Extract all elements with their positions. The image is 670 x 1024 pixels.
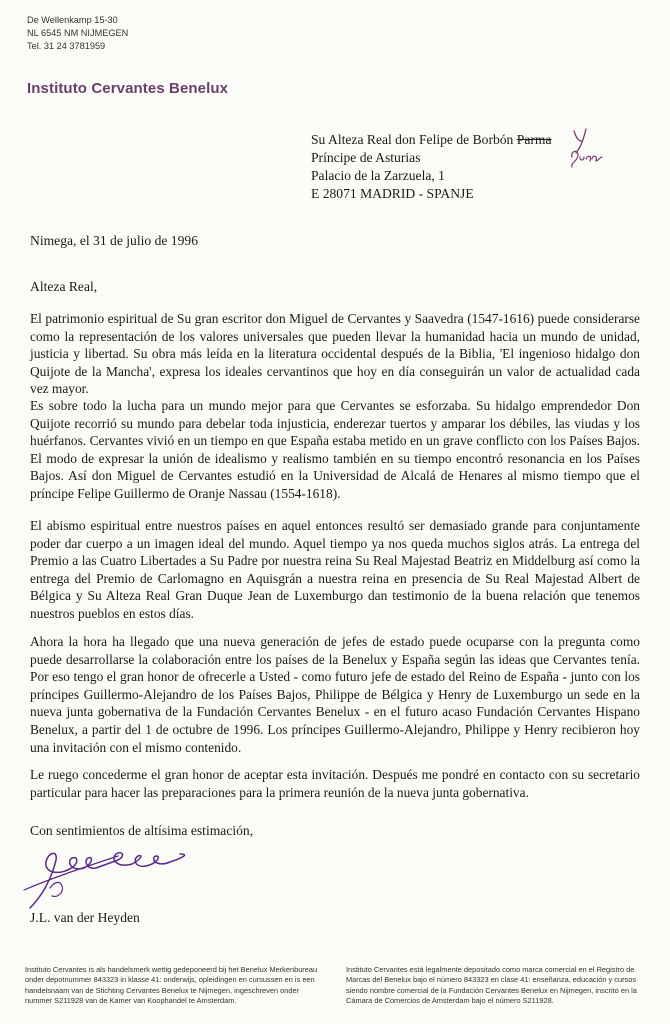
closing: Con sentimientos de altísima estimación, <box>30 823 254 838</box>
sender-phone: Tel. 31 24 3781959 <box>27 41 106 51</box>
body-paragraph-5: Le ruego concederme el gran honor de aceptar esta invitación. Después me pondré en contacto con su secretario particular para hacer las preparaciones para la primera reunión de la nueva junta gobernativa. <box>30 767 640 800</box>
recipient-line-4: E 28071 MADRID - SPANJE <box>311 186 474 201</box>
salutation: Alteza Real, <box>30 279 98 294</box>
sender-address-line: NL 6545 NM NIJMEGEN <box>27 28 129 38</box>
body-paragraph-4: Ahora la hora ha llegado que una nueva generación de jefes de estado puede ocuparse con la pregunta como puede desarrollarse la colaboración entre los países de la Benelux y España según las ideas que Cervantes tenía. Por eso tengo el gran honor de ofrecerle a Usted - como futuro jefe de estado del Reino de España - junto con los príncipes Guillermo-Alejandro de los Países Bajos, Philippe de Bélgica y Henry de Luxemburgo un sede en la nueva junta gobernativa de la Fundación Cervantes Benelux - en el futuro acaso Fundación Cervantes Hispano Benelux, a partir del 1 de octubre de 1996. Los príncipes Guillermo-Alejandro, Philippe y Henry recibieron hoy una invitación con el mismo contenido. <box>30 634 640 755</box>
recipient-line-1 <box>311 131 552 149</box>
signature <box>22 838 202 918</box>
handwritten-correction <box>568 127 608 171</box>
recipient-address <box>311 131 552 203</box>
recipient-line-2: Príncipe de Asturias <box>311 150 421 165</box>
recipient-line-3: Palacio de la Zarzuela, 1 <box>311 168 445 183</box>
organization-name: Instituto Cervantes Benelux <box>27 80 229 97</box>
struck-out-word: Parma <box>516 132 552 147</box>
recipient-name: Su Alteza Real don Felipe de Borbón <box>311 132 517 147</box>
footer-legal-spanish: Instituto Cervantes está legalmente depositado como marca comercial en el Registro de Marcas del Benelux bajo el número 843323 en clase 41: enseñanza, educación y cursos siendo nombre comercial de la Fundación Cervantes Benelux en Nijmegen, inscrito en la Cámara de Comercios de Amsterdam bajo el número S211928. <box>346 965 637 1006</box>
sender-address <box>27 14 128 53</box>
signer-name: J.L. van der Heyden <box>30 910 140 925</box>
body-paragraph-3: El abismo espiritual entre nuestros países en aquel entonces resultó ser demasiado grande para conjuntamente poder dar cuerpo a un imagen ideal del mundo. Aquel tiempo ya nos queda muchos siglos atrás. La entrega del Premio a las Cuatro Libertades a Su Padre por nuestra reina Su Real Majestad Beatriz en Middelburg así como la entrega del Premio de Carlomagno en Aquisgrán a nuestra reina en presencia de Su Real Majestad Albert de Bélgica y Su Alteza Real Gran Duque Jean de Luxemburgo dan testimonio de la buena relación que tenemos nuestros pueblos en estos días. <box>30 518 640 621</box>
sender-address-line: De Wellenkamp 15-30 <box>27 15 118 25</box>
footer-legal-dutch: Instituto Cervantes is als handelsmerk wettig gedeponeerd bij het Benelux Merkenbureau onder depotnummer 843323 in klasse 41: onderwijs, opleidingen en cursussen en is een handelsnaam van de Stichting Cervantes Benelux te Nijmegen, ingeschreven onder nummer S211928 van de Kamer van Koophandel te Amsterdam. <box>25 965 318 1006</box>
date-line: Nimega, el 31 de julio de 1996 <box>30 233 198 248</box>
body-paragraph-1: El patrimonio espiritual de Su gran escritor don Miguel de Cervantes y Saavedra (1547-1616) puede considerarse como la representación de los valores universales que pueden llevar la humanidad hacia un mundo de unidad, justicia y libertad. Su obra más leída en la literatura occidental después de la Biblia, 'El ingenioso hidalgo don Quijote de la Mancha', expresa los ideales cervantinos que hoy en día conseguirán un valor de actualidad cada vez mayor. <box>30 311 640 397</box>
body-paragraph-2: Es sobre todo la lucha para un mundo mejor para que Cervantes se esforzaba. Su hidalgo emprendedor Don Quijote recorrió su mundo para debelar toda injusticia, enderezar tuertos y amparar los débiles, las viudas y los huérfanos. Cervantes vivió en un tiempo en que España estaba metido en un grave conflicto con los Países Bajos. El modo de expresar la unión de idealismo y realismo también en su tiempo encontró resonancia en los Países Bajos. Así don Miguel de Cervantes estudió en la Universidad de Alcalá de Henares al mismo tiempo que el príncipe Felipe Guillermo de Oranje Nassau (1554-1618). <box>30 398 640 501</box>
